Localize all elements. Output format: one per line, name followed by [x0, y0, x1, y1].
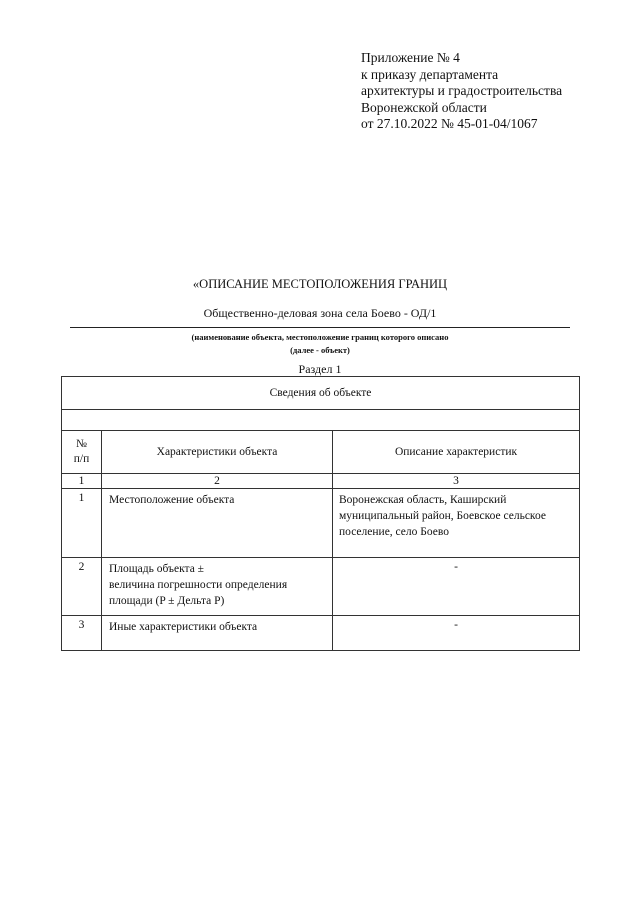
table-index-row: [62, 474, 580, 489]
row-num: 2: [62, 558, 102, 616]
appendix-line: Воронежской области: [361, 99, 487, 115]
table-heading: Сведения об объекте: [62, 377, 580, 410]
document-title: «ОПИСАНИЕ МЕСТОПОЛОЖЕНИЯ ГРАНИЦ: [192, 277, 448, 291]
appendix-line: от 27.10.2022 № 45-01-04/1067: [361, 116, 538, 131]
caption-line: (далее - объект): [290, 345, 350, 355]
row-num: 1: [62, 489, 102, 558]
object-name: Общественно-деловая зона села Боево - ОД/1: [203, 306, 437, 320]
index-cell: 1: [62, 474, 102, 489]
appendix-line: архитектуры и градостроительства: [361, 83, 563, 98]
object-name-caption: [0, 331, 640, 357]
table-row: [62, 616, 580, 651]
empty-cell: [62, 410, 580, 431]
row-characteristic: Иные характеристики объекта: [102, 616, 333, 651]
row-description-line: поселение, село Боево: [339, 526, 449, 538]
row-description: -: [333, 616, 580, 651]
appendix-line: Приложение № 4: [361, 50, 460, 65]
table-row: [62, 558, 580, 616]
row-characteristic: [102, 558, 333, 616]
col-header-description: Описание характеристик: [333, 431, 580, 474]
index-cell: 3: [333, 474, 580, 489]
row-description-line: Воронежская область, Каширский: [339, 494, 507, 506]
col-header-characteristics: Характеристики объекта: [102, 431, 333, 474]
table-heading-row: [62, 377, 580, 410]
table-row: [62, 489, 580, 558]
object-info-table: [61, 376, 580, 651]
row-num: 3: [62, 616, 102, 651]
row-description: [333, 489, 580, 558]
section-label: Раздел 1: [298, 362, 342, 376]
caption-line: (наименование объекта, местоположение границ которого описано: [191, 332, 449, 342]
col-header-num-line: №: [76, 438, 87, 450]
underline-divider: [70, 327, 570, 328]
table-column-headers: [62, 431, 580, 474]
row-characteristic-line: площади (P ± Дельта P): [109, 595, 225, 607]
row-description-line: муниципальный район, Боевское сельское: [339, 510, 546, 522]
row-characteristic-line: Площадь объекта ±: [109, 563, 204, 575]
col-header-num-line: п/п: [73, 453, 90, 465]
appendix-line: к приказу департамента: [361, 66, 499, 82]
table-empty-row: [62, 410, 580, 431]
index-cell: 2: [102, 474, 333, 489]
col-header-num: [62, 431, 102, 474]
row-description: -: [333, 558, 580, 616]
appendix-block: [361, 50, 562, 133]
row-characteristic-line: величина погрешности определения: [109, 579, 288, 591]
row-characteristic: Местоположение объекта: [102, 489, 333, 558]
